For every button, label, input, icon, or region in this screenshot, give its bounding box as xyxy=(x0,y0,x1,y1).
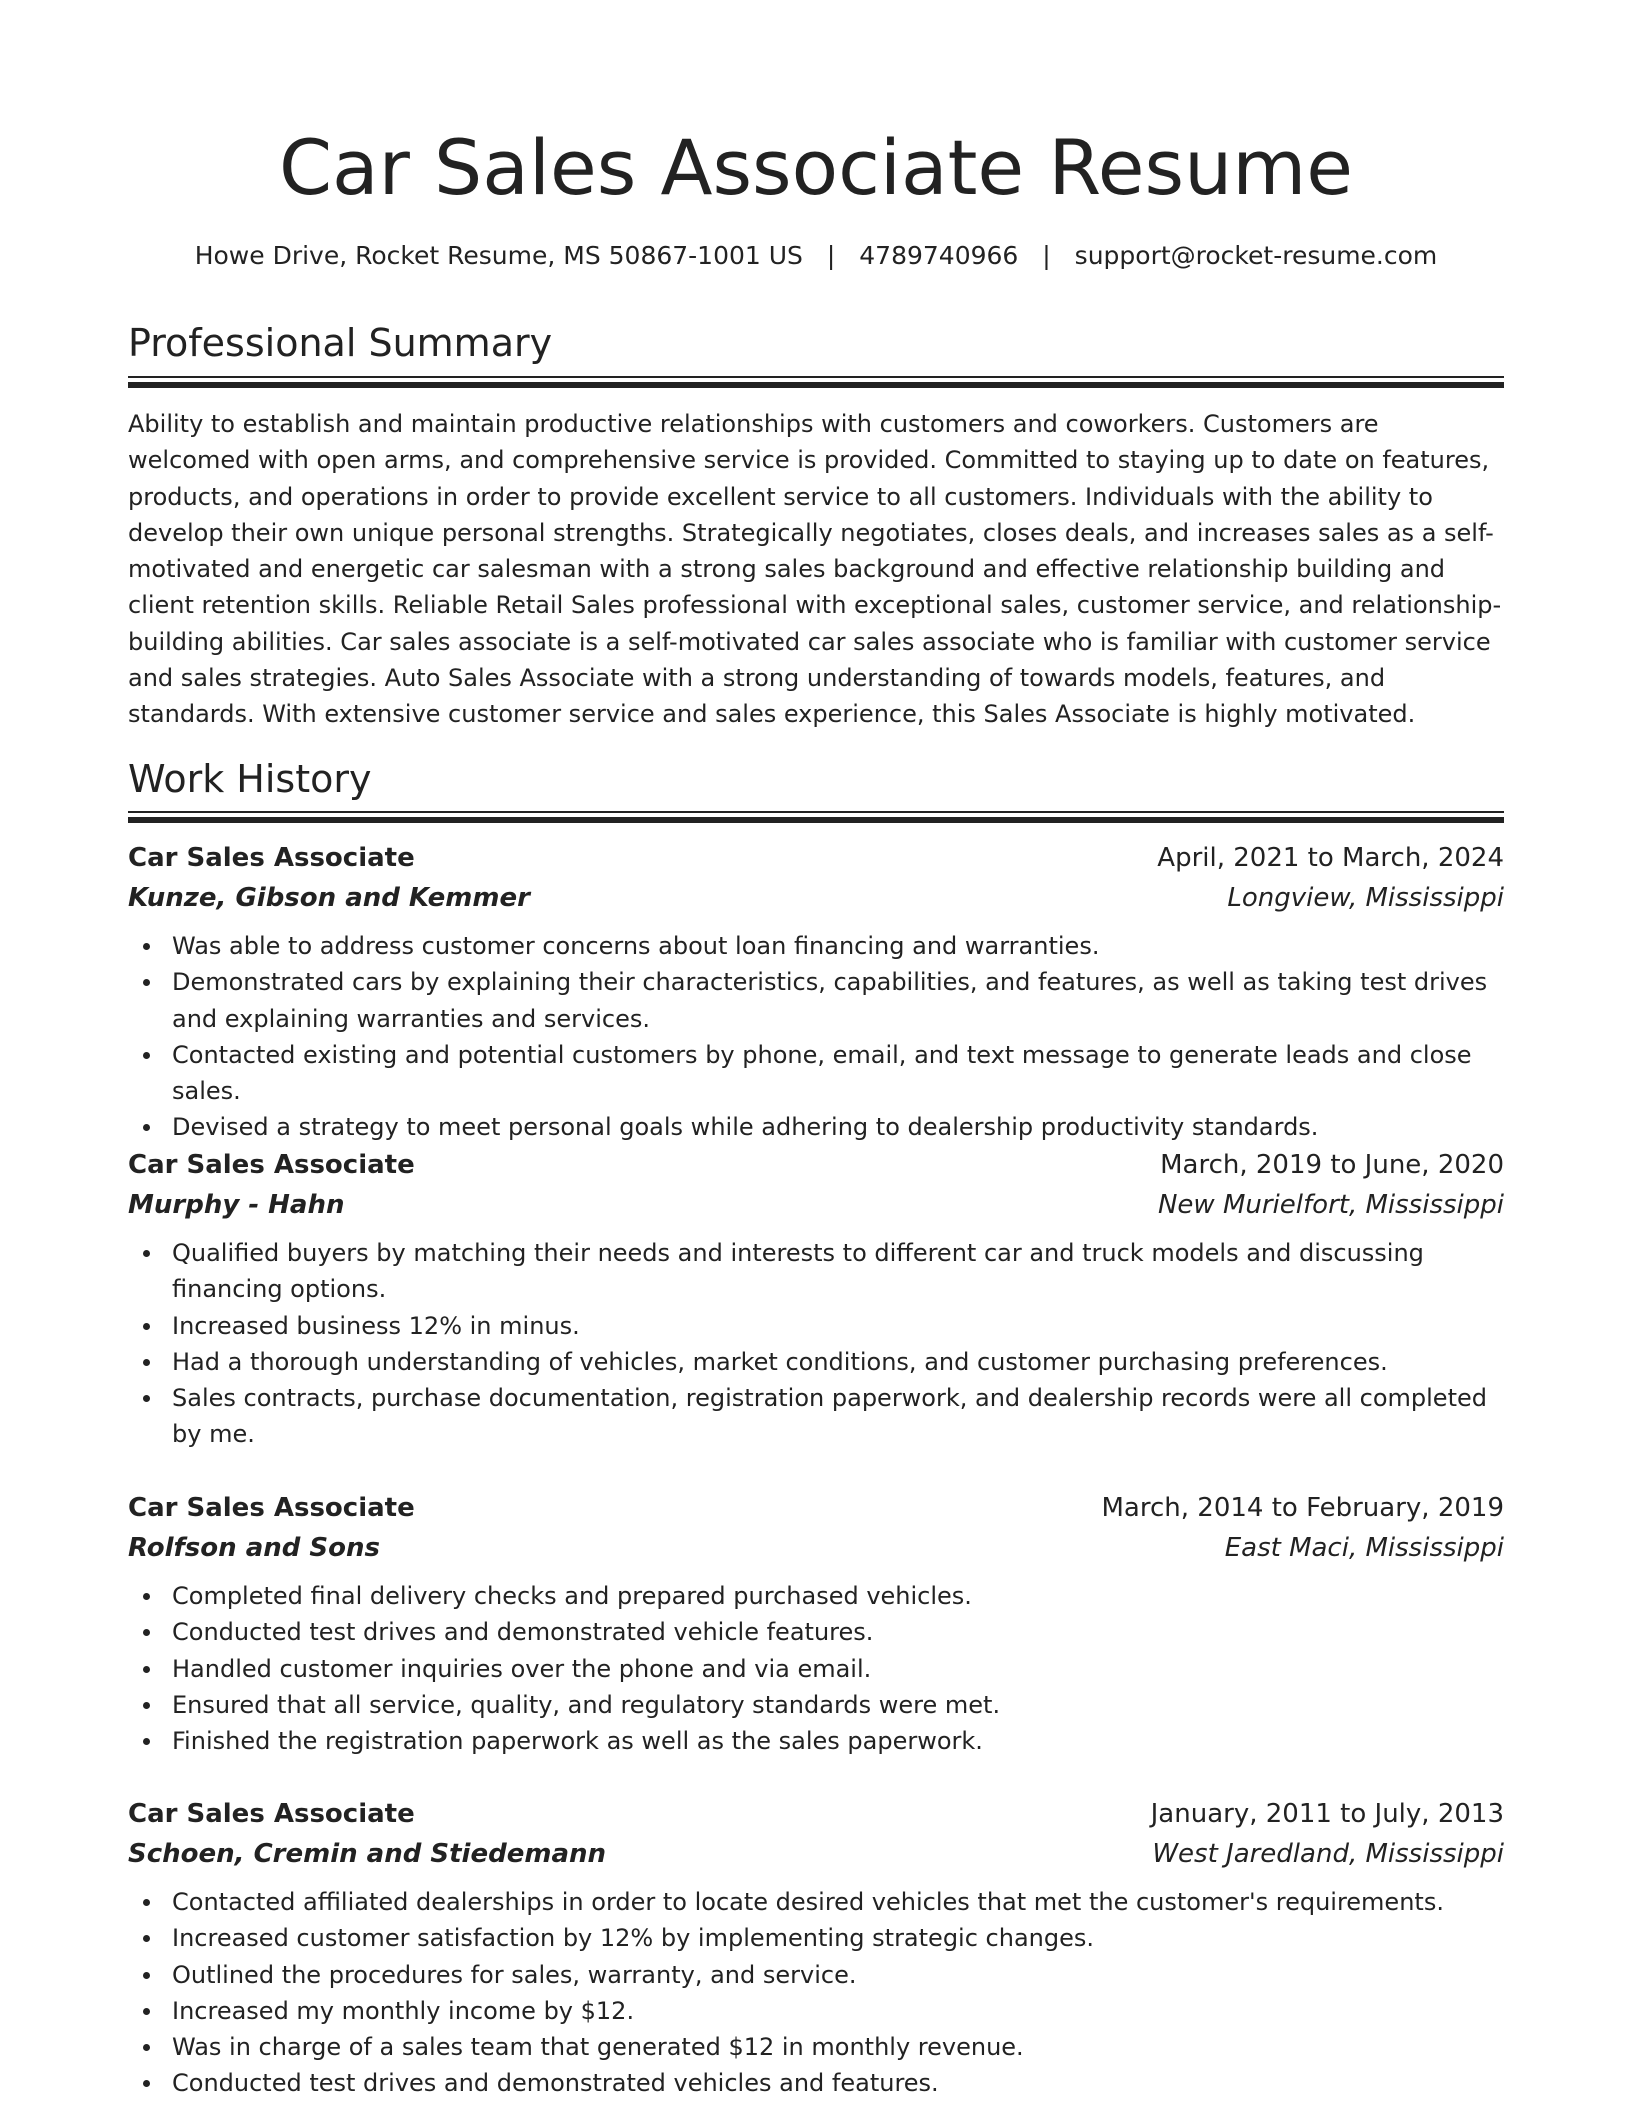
job-bullet: Finished the registration paperwork as well as the sales paperwork. xyxy=(128,1723,1504,1759)
job-title: Car Sales Associate xyxy=(128,1799,415,1829)
job-title: Car Sales Associate xyxy=(128,1493,415,1523)
job-bullet: Conducted test drives and demonstrated vehicles and features. xyxy=(128,2065,1504,2101)
job-bullet: Outlined the procedures for sales, warranty, and service. xyxy=(128,1957,1504,1993)
job-location: Longview, Mississippi xyxy=(1227,883,1504,913)
job-bullet: Handled customer inquiries over the phone and via email. xyxy=(128,1651,1504,1687)
job-dates: April, 2021 to March, 2024 xyxy=(1157,843,1504,873)
job-bullet: Was able to address customer concerns about loan financing and warranties. xyxy=(128,928,1504,964)
job-location: New Murielfort, Mississippi xyxy=(1157,1190,1504,1220)
job-bullet: Conducted test drives and demonstrated vehicle features. xyxy=(128,1614,1504,1650)
contact-phone: 4789740966 xyxy=(859,241,1019,270)
job-location: East Maci, Mississippi xyxy=(1224,1533,1504,1563)
contact-separator: | xyxy=(1042,241,1051,270)
job-bullet-list xyxy=(128,1884,1504,2102)
section-divider xyxy=(128,376,1504,390)
job-bullet-list xyxy=(128,1235,1504,1453)
contact-address: Howe Drive, Rocket Resume, MS 50867-1001 US xyxy=(194,241,803,270)
contact-separator: | xyxy=(826,241,836,270)
job-bullet: Contacted existing and potential customers by phone, email, and text message to generate leads and close sales. xyxy=(128,1037,1504,1110)
job-bullet: Had a thorough understanding of vehicles, market conditions, and customer purchasing preferences. xyxy=(128,1344,1504,1380)
job-bullet-list xyxy=(128,1578,1504,1759)
job-entry xyxy=(128,1488,1504,1759)
section-divider xyxy=(128,811,1504,825)
summary-heading: Professional Summary xyxy=(128,321,553,365)
job-dates: January, 2011 to July, 2013 xyxy=(1150,1799,1504,1829)
contact-line xyxy=(0,238,1632,274)
job-dates: March, 2014 to February, 2019 xyxy=(1101,1493,1504,1523)
job-entry xyxy=(128,838,1504,1146)
summary-text: Ability to establish and maintain productive relationships with customers and coworkers. Customers are welcomed with open arms, and comprehensive service is provided. Committed to staying up to date on features, products, and operations in order to provide excellent service to all customers. Individuals with the ability to develop their own unique personal strengths. Strategically negotiates, closes deals, and increases sales as a self-motivated and energetic car salesman with a strong sales background and effective relationship building and client retention skills. Reliable Retail Sales professional with exceptional sales, customer service, and relationship-building abilities. Car sales associate is a self-motivated car sales associate who is familiar with customer service and sales strategies. Auto Sales Associate with a strong understanding of towards models, features, and standards. With extensive customer service and sales experience, this Sales Associate is highly motivated. xyxy=(128,410,1502,729)
job-bullet: Completed final delivery checks and prepared purchased vehicles. xyxy=(128,1578,1504,1614)
job-bullet: Increased customer satisfaction by 12% by implementing strategic changes. xyxy=(128,1920,1504,1956)
work-history-heading: Work History xyxy=(128,757,372,801)
contact-email: support@rocket-resume.com xyxy=(1074,241,1438,270)
job-dates: March, 2019 to June, 2020 xyxy=(1160,1150,1504,1180)
job-bullet: Increased business 12% in minus. xyxy=(128,1308,1504,1344)
job-title: Car Sales Associate xyxy=(128,1150,415,1180)
job-company: Schoen, Cremin and Stiedemann xyxy=(128,1839,607,1869)
job-bullet: Was in charge of a sales team that generated $12 in monthly revenue. xyxy=(128,2029,1504,2065)
job-bullet: Devised a strategy to meet personal goals while adhering to dealership productivity standards. xyxy=(128,1109,1504,1145)
job-bullet: Sales contracts, purchase documentation, registration paperwork, and dealership records were all completed by me. xyxy=(128,1380,1504,1453)
job-bullet: Contacted affiliated dealerships in order to locate desired vehicles that met the customer's requirements. xyxy=(128,1884,1504,1920)
resume-title: Car Sales Associate Resume xyxy=(278,123,1354,212)
job-bullet: Demonstrated cars by explaining their characteristics, capabilities, and features, as well as taking test drives and explaining warranties and services. xyxy=(128,964,1504,1037)
job-company: Kunze, Gibson and Kemmer xyxy=(128,883,530,913)
job-bullet: Increased my monthly income by $12. xyxy=(128,1993,1504,2029)
job-location: West Jaredland, Mississippi xyxy=(1152,1839,1504,1869)
job-entry xyxy=(128,1145,1504,1453)
job-title: Car Sales Associate xyxy=(128,843,415,873)
job-bullet: Ensured that all service, quality, and regulatory standards were met. xyxy=(128,1687,1504,1723)
job-company: Murphy - Hahn xyxy=(128,1190,345,1220)
job-bullet: Qualified buyers by matching their needs and interests to different car and truck models and discussing financing options. xyxy=(128,1235,1504,1308)
job-company: Rolfson and Sons xyxy=(128,1533,381,1563)
job-bullet-list xyxy=(128,928,1504,1146)
job-entry xyxy=(128,1794,1504,2102)
